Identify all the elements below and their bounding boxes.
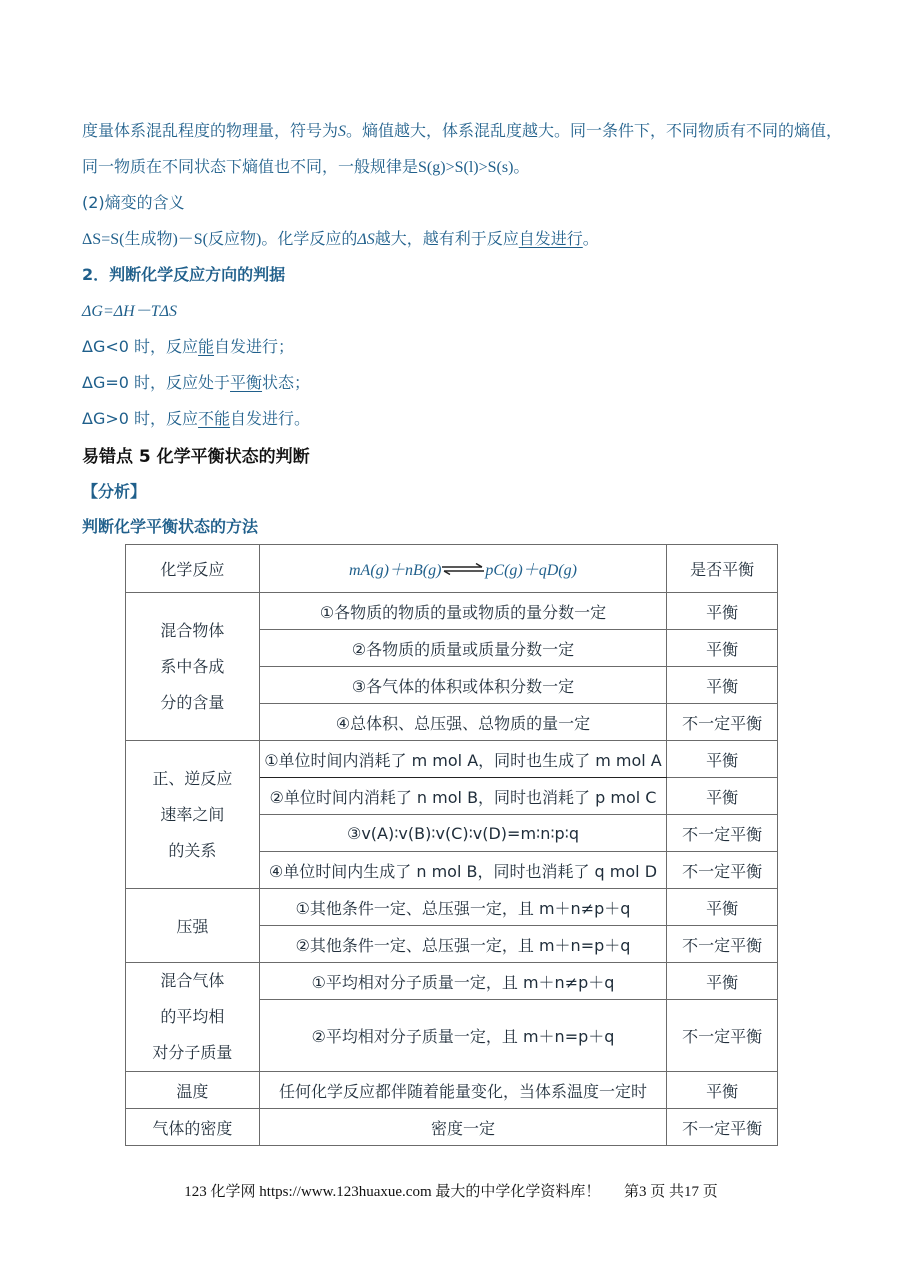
condition-cell: ②平均相对分子质量一定，且 m＋n=p＋q: [259, 1000, 667, 1072]
text: 自发进行。: [230, 409, 311, 428]
table-row: [126, 889, 778, 926]
equilibrium-judgement-table: [125, 544, 778, 1146]
entropy-definition-line-2: [82, 154, 529, 177]
text: (2)熵变的含义: [82, 193, 185, 212]
category-line: 混合物体: [160, 620, 225, 640]
entropy-symbol: S: [338, 123, 347, 140]
result-cell: 平衡: [667, 963, 778, 1000]
criterion-case-1: [82, 334, 294, 357]
category-cell: [126, 593, 260, 741]
text: 同一物质在不同状态下熵值也不同，一般规律是: [82, 157, 419, 176]
footer-site-text: 123 化学网 https://www.123huaxue.com 最大的中学化学资料库！: [184, 1184, 601, 1200]
entropy-definition-line-1: [82, 118, 842, 141]
category-cell: [126, 1072, 260, 1109]
text: ΔG=0 时，反应处于: [82, 373, 231, 392]
error-point-title: [82, 442, 310, 467]
text: 2．判断化学反应方向的判据: [82, 265, 286, 284]
text: 越大，越有利于反应: [374, 229, 519, 248]
reaction-right: pC(g)＋qD(g): [485, 561, 577, 579]
category-cell: [126, 963, 260, 1072]
table-row: [126, 963, 778, 1000]
entropy-order-formula: S(g)>S(l)>S(s)。: [418, 159, 530, 176]
footer-page-number: 第3 页 共17 页: [623, 1184, 718, 1200]
condition-cell: ③v(A)∶v(B)∶v(C)∶v(D)=m∶n∶p∶q: [259, 815, 667, 852]
category-line: 对分子质量: [152, 1043, 233, 1062]
result-cell: 平衡: [667, 741, 778, 778]
condition-cell: ②其他条件一定、总压强一定，且 m＋n=p＋q: [259, 926, 667, 963]
category-line: 的平均相: [160, 1007, 225, 1026]
criterion-heading: [82, 262, 285, 285]
table-row: [126, 1109, 778, 1146]
underlined-answer: 自发进行: [518, 229, 583, 248]
category-line: 分的含量: [160, 692, 225, 712]
result-cell: 不一定平衡: [667, 1109, 778, 1146]
category-line: 压强: [176, 917, 209, 936]
gibbs-formula: [82, 298, 177, 321]
result-cell: 不一定平衡: [667, 704, 778, 741]
result-cell: 平衡: [667, 667, 778, 704]
result-cell: 不一定平衡: [667, 1000, 778, 1072]
reaction-left: mA(g)＋nB(g): [348, 561, 442, 579]
text: 度量体系混乱程度的物理量，符号为: [82, 121, 339, 140]
text: 判断化学平衡状态的方法: [82, 517, 259, 536]
text: 【分析】: [82, 482, 147, 501]
condition-cell: ②单位时间内消耗了 n mol B，同时也消耗了 p mol C: [259, 778, 667, 815]
condition-cell: ③各气体的体积或体积分数一定: [259, 667, 667, 704]
result-cell: 平衡: [667, 1072, 778, 1109]
header-is-equilibrium: 是否平衡: [667, 545, 778, 593]
condition-cell: 任何化学反应都伴随着能量变化，当体系温度一定时: [259, 1072, 667, 1109]
text: 自发进行；: [214, 337, 295, 356]
category-line: 的关系: [168, 840, 217, 860]
condition-cell: ④总体积、总压强、总物质的量一定: [259, 704, 667, 741]
underlined-answer: 不能: [198, 409, 231, 428]
condition-cell: ②各物质的质量或质量分数一定: [259, 630, 667, 667]
result-cell: 平衡: [667, 778, 778, 815]
text: 易错点 5 化学平衡状态的判断: [82, 447, 310, 467]
entropy-change-line: [82, 226, 599, 249]
result-cell: 平衡: [667, 889, 778, 926]
header-reaction-label: 化学反应: [126, 545, 260, 593]
result-cell: 平衡: [667, 593, 778, 630]
text: ΔG<0 时，反应: [82, 337, 199, 356]
text: 。: [582, 229, 599, 248]
result-cell: 不一定平衡: [667, 926, 778, 963]
category-cell: [126, 741, 260, 889]
condition-cell: ①单位时间内消耗了 m mol A，同时也生成了 m mol A: [259, 741, 667, 778]
category-line: 气体的密度: [152, 1118, 233, 1138]
reversible-arrow-icon: [442, 562, 484, 580]
category-line: 速率之间: [160, 804, 225, 824]
page-footer: [0, 1180, 902, 1201]
method-heading: [82, 514, 258, 537]
analysis-label: [82, 479, 146, 502]
text: ΔG=ΔH－TΔS: [82, 303, 177, 320]
category-line: 温度: [176, 1081, 209, 1101]
result-cell: 平衡: [667, 630, 778, 667]
delta-s-symbol: ΔS: [357, 231, 375, 248]
table-row: [126, 593, 778, 630]
condition-cell: ①平均相对分子质量一定，且 m＋n≠p＋q: [259, 963, 667, 1000]
table-row: [126, 1072, 778, 1109]
condition-cell: ④单位时间内生成了 n mol B，同时也消耗了 q mol D: [259, 852, 667, 889]
condition-cell: ①各物质的物质的量或物质的量分数一定: [259, 593, 667, 630]
category-cell: [126, 1109, 260, 1146]
condition-cell: 密度一定: [259, 1109, 667, 1146]
text: 。化学反应的: [261, 229, 358, 248]
text: 状态；: [262, 373, 311, 392]
result-cell: 不一定平衡: [667, 852, 778, 889]
category-cell: [126, 889, 260, 963]
text: 。熵值越大，体系混乱度越大。同一条件下，不同物质有不同的熵值，: [346, 121, 843, 140]
table-row: [126, 741, 778, 778]
header-reaction-equation: [259, 545, 667, 593]
category-line: 正、逆反应: [152, 768, 233, 788]
table-header-row: [126, 545, 778, 593]
text: ΔG>0 时，反应: [82, 409, 199, 428]
underlined-answer: 能: [198, 337, 215, 356]
entropy-change-formula: ΔS=S(生成物)－S(反应物): [82, 231, 262, 248]
result-cell: 不一定平衡: [667, 815, 778, 852]
category-line: 混合气体: [160, 971, 225, 990]
criterion-case-3: [82, 406, 310, 429]
underlined-answer: 平衡: [230, 373, 263, 392]
entropy-change-heading: [82, 190, 185, 213]
category-line: 系中各成: [160, 656, 225, 676]
condition-cell: ①其他条件一定、总压强一定，且 m＋n≠p＋q: [259, 889, 667, 926]
criterion-case-2: [82, 370, 310, 393]
